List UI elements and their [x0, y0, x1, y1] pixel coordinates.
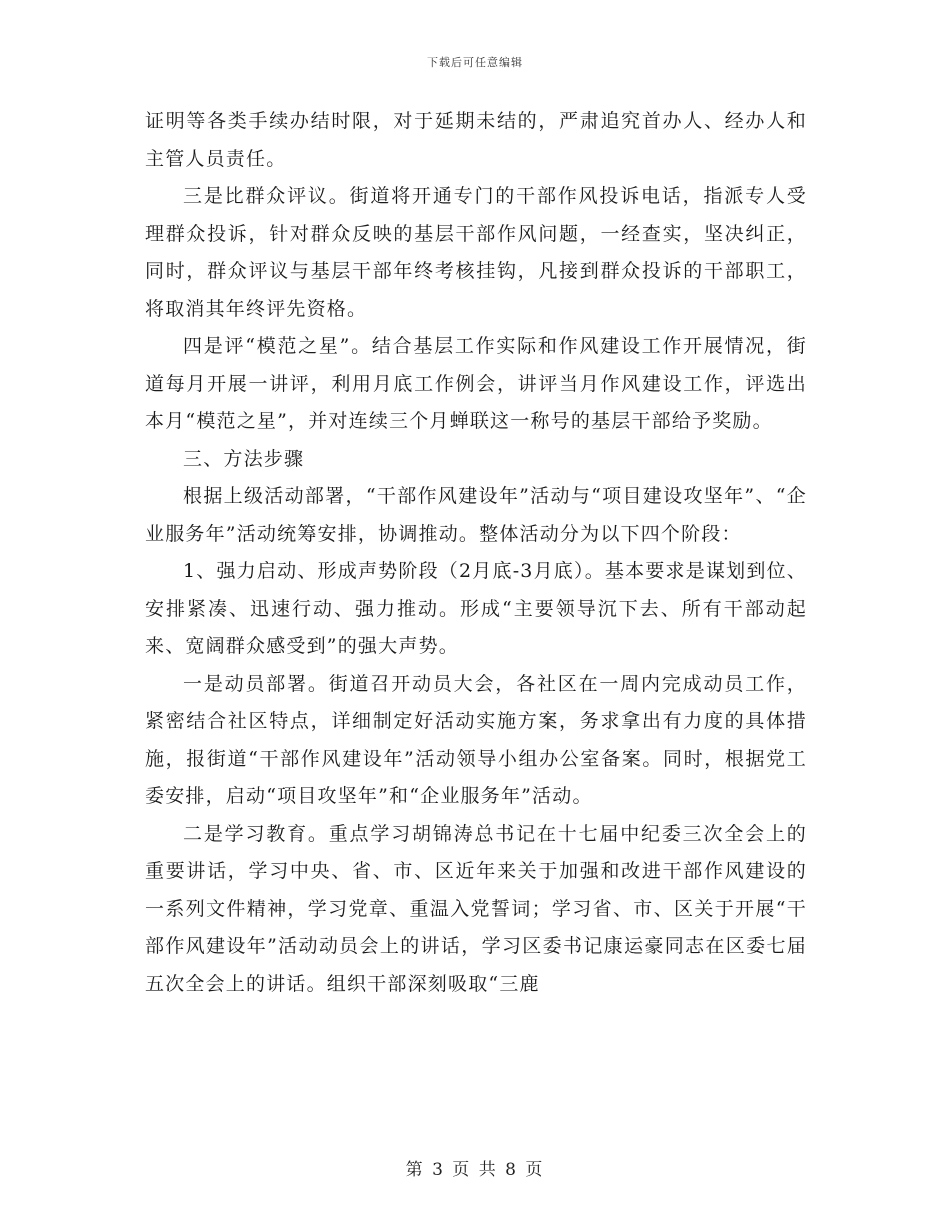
- paragraph-3: 四是评“模范之星”。结合基层工作实际和作风建设工作开展情况，街道每月开展一讲评，利用月底工作例会，讲评当月作风建设工作，评选出本月“模范之星”，并对连续三个月蝉联这一称号的基层干部给予奖励。: [145, 335, 807, 432]
- page-number-footer: 第 3 页 共 8 页: [405, 1160, 545, 1180]
- paragraph-8: 二是学习教育。重点学习胡锦涛总书记在十七届中纪委三次全会上的重要讲话，学习中央、省、市、区近年来关于加强和改进干部作风建设的一系列文件精神，学习党章、重温入党誓词；学习省、市、区关于开展“干部作风建设年”活动动员会上的讲话，学习区委书记康运豪同志在区委七届五次全会上的讲话。组织干部深刻吸取“三鹿: [145, 822, 807, 995]
- header-note: 下载后可任意编辑: [427, 56, 523, 69]
- paragraph-1: 证明等各类手续办结时限，对于延期未结的，严肃追究首办人、经办人和主管人员责任。: [145, 110, 807, 170]
- document-body: [145, 103, 807, 1003]
- paragraph-2: 三是比群众评议。街道将开通专门的干部作风投诉电话，指派专人受理群众投诉，针对群众反映的基层干部作风问题，一经查实，坚决纠正，同时，群众评议与基层干部年终考核挂钩，凡接到群众投诉的干部职工，将取消其年终评先资格。: [145, 185, 807, 320]
- paragraph-5: 根据上级活动部署，“干部作风建设年”活动与“项目建设攻坚年”、“企业服务年”活动统筹安排，协调推动。整体活动分为以下四个阶段：: [145, 485, 807, 545]
- section-heading: 三、方法步骤: [183, 447, 305, 470]
- paragraph-6: 1、强力启动、形成声势阶段（2月底-3月底）。基本要求是谋划到位、安排紧凑、迅速行动、强力推动。形成“主要领导沉下去、所有干部动起来、宽阔群众感受到”的强大声势。: [145, 560, 807, 657]
- paragraph-7: 一是动员部署。街道召开动员大会，各社区在一周内完成动员工作，紧密结合社区特点，详细制定好活动实施方案，务求拿出有力度的具体措施，报街道“干部作风建设年”活动领导小组办公室备案。同时，根据党工委安排，启动“项目攻坚年”和“企业服务年”活动。: [145, 672, 807, 807]
